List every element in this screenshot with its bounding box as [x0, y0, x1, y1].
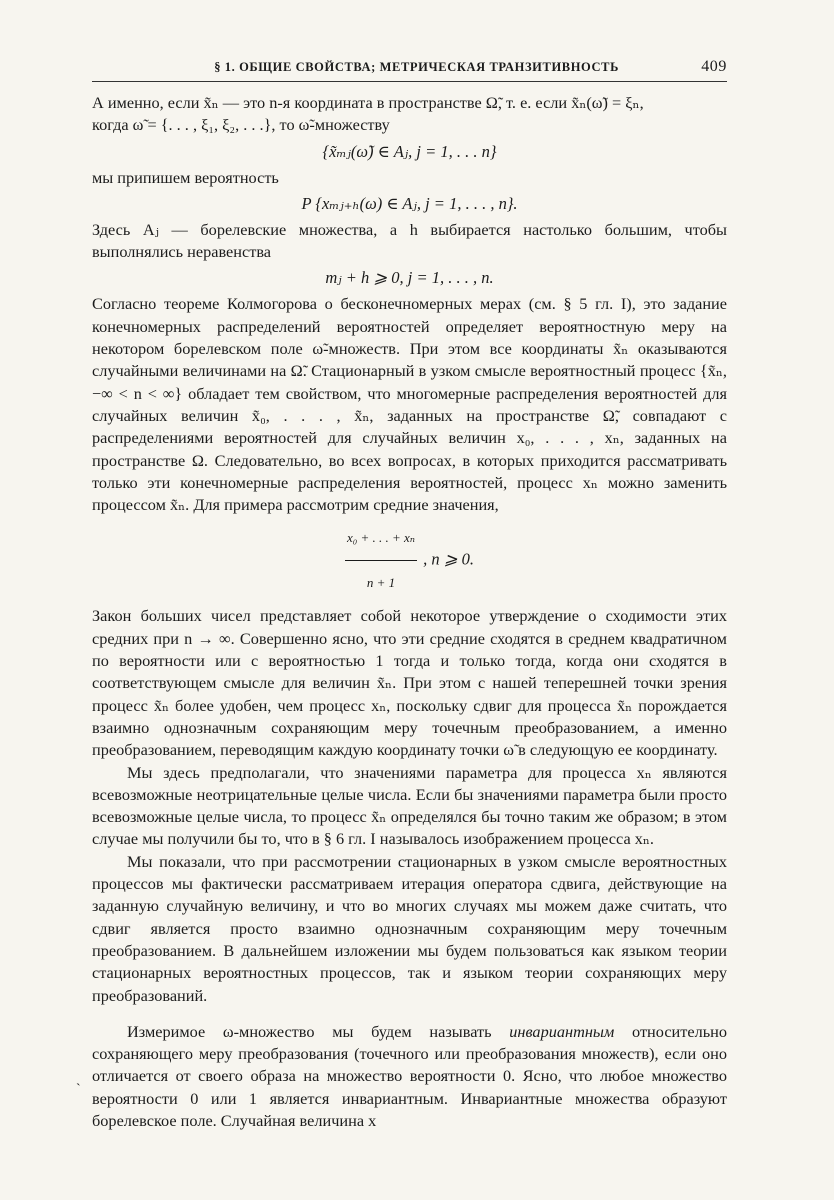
paragraph-8-rest: относительно сохраняющего меру преобразования (точечного или преобразования множеств), если оно отличается от своего образа на множество вероятности 0. Ясно, что любое множество вероятности 0 или 1 является инвариантным. Инвариантные множества образуют борелевское поле. Случайная величина x [92, 1021, 728, 1130]
mean-numerator: x₀ + . . . + xₙ [345, 516, 417, 561]
paragraph-6: Мы здесь предполагали, что значениями параметра для процесса xₙ являются всевозможные неотрицательные целые числа. Если бы значениями параметра были просто всевозможные целые числа, то процесс x̃ₙ определялся бы точно таким же образом; в этом случае мы получили бы то, что в § 6 гл. I называлось изображением процесса xₙ. [92, 762, 727, 849]
mean-fraction [345, 516, 417, 605]
formula-probability: P {xₘⱼ₊ₕ(ω) ∈ Aⱼ, j = 1, . . . , n}. [301, 193, 518, 213]
paragraph-1-line-1: А именно, если x̃ₙ — это n-я координата в пространстве Ω̃, т. е. если x̃ₙ(ω̃) = ξₙ, [92, 93, 644, 112]
paragraph-8 [92, 1021, 727, 1132]
margin-mark: ` [76, 1082, 81, 1097]
mean-condition: , n ⩾ 0. [423, 549, 475, 569]
formula-mean [92, 516, 727, 605]
paragraph-1-line-2: когда ω̃ = {. . . , ξ₁, ξ₂, . . .}, то ω̃-множеству [92, 115, 390, 135]
paragraph-5: Закон больших чисел представляет собой некоторое утверждение о сходимости этих средних при n → ∞. Совершенно ясно, что эти средние сходятся в среднем квадратичном по вероятности или с вероятностью 1 тогда и только тогда, когда они сходятся в соответствующем смысле для величин x̃ₙ. При этом с нашей теперешней точки зрения процесс x̃ₙ более удобен, чем процесс xₙ, поскольку сдвиг для процесса x̃ₙ порождается взаимно однозначным сохраняющим меру точечным преобразованием, а именно преобразованием, переводящим каждую координату точки ω̃ в следующую ее координату. [92, 606, 727, 760]
paragraph-7: Мы показали, что при рассмотрении стационарных в узком смысле вероятностных процессов мы фактически рассматриваем итерация оператора сдвига, действующие на заданную случайную величину, и что во многих случаях мы можем даже считать, что сдвиг является просто взаимно однозначным сохраняющим меру точечным преобразованием. В дальнейшем изложении мы будем пользоваться как языком теории стационарных вероятностных процессов, так и языком теории сохраняющих меру преобразований. [92, 851, 727, 1005]
paragraph-2: мы припишем вероятность [92, 167, 279, 187]
term-invariant: инвариантным [509, 1021, 615, 1041]
header-title: § 1. ОБЩИЕ СВОЙСТВА; МЕТРИЧЕСКАЯ ТРАНЗИТИВНОСТЬ [214, 60, 619, 74]
running-header [92, 52, 727, 82]
formula-inequalities: mⱼ + h ⩾ 0, j = 1, . . . , n. [325, 268, 494, 288]
formula-set: {x̃ₘⱼ(ω̃) ∈ Aⱼ, j = 1, . . . n} [322, 141, 497, 161]
paragraph-3: Здесь Aⱼ — борелевские множества, а h выбирается настолько большим, чтобы выполнялись неравенства [92, 219, 727, 262]
page-number: 409 [701, 58, 727, 75]
paragraph-8-start: Измеримое ω-множество мы будем называть [127, 1021, 510, 1041]
mean-denominator: n + 1 [366, 575, 396, 591]
paragraph-4: Согласно теореме Колмогорова о бесконечномерных мерах (см. § 5 гл. I), это задание конечномерных распределений вероятностей определяет вероятностную меру на некотором борелевском поле ω̃-множеств. При этом все координаты x̃ₙ оказываются случайными величинами на Ω̃. Стационарный в узком смысле вероятностный процесс {x̃ₙ, −∞ < n < ∞} обладает тем свойством, что многомерные распределения вероятностей для случайных величин x̃₀, . . . , x̃ₙ, заданных на пространстве Ω̃, совпадают с распределениями вероятностей для случайных величин x₀, . . . , xₙ, заданных на пространстве Ω. Следовательно, во всех вопросах, в которых приходится рассматривать только эти конечномерные распределения вероятностей, процесс xₙ можно заменить процессом x̃ₙ. Для примера рассмотрим средние значения, [92, 294, 727, 515]
page-body [92, 52, 727, 1132]
